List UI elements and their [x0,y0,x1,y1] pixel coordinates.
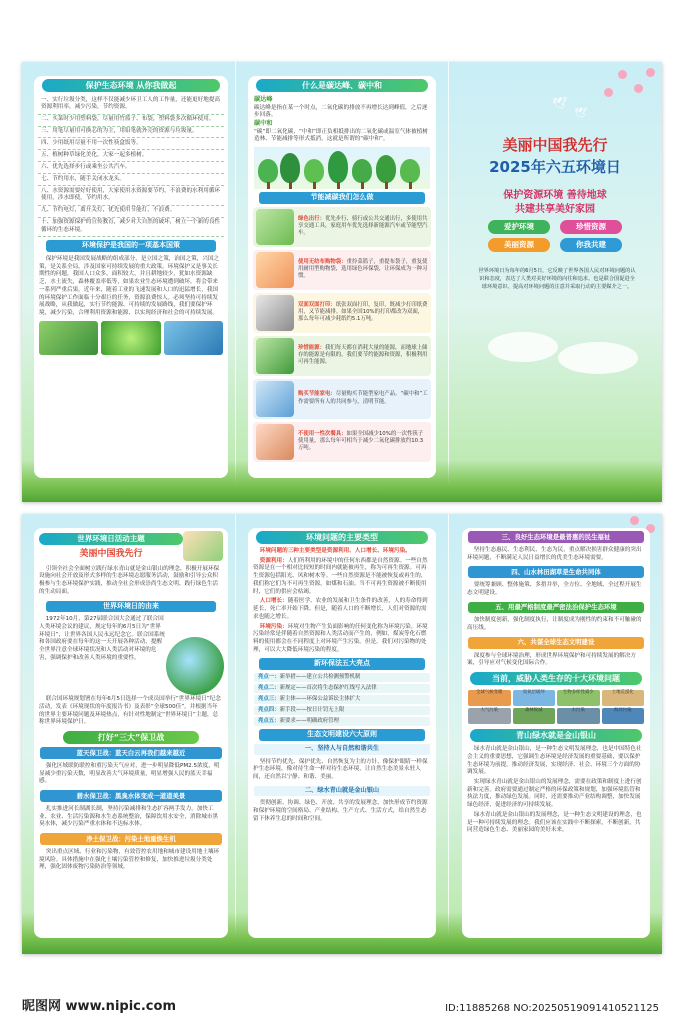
tag-pill: 美丽资源 [488,238,550,252]
threats-grid [462,688,650,726]
panel-title: 世界环境日活动主题 [39,533,183,545]
threat-label: 大气污染 [480,708,499,714]
battle-title: 打好“三大”保卫战 [63,731,199,744]
threat-tile [557,708,600,724]
principle-text: 坚持节约优先、保护优先、自然恢复为主的方针，像保护眼睛一样保护生态环境，像对待生命一样对待生态环境，让自然生态美景永驻人间，还自然以宁静、和谐、美丽。 [253,758,428,780]
fold-line [235,514,236,954]
clear-water-text: 扎实推进河长制湖长制，坚持污染减排和生态扩容两手发力，加快工业、农业、生活污染源和水生态系统整治，保障饮用水安全，消除城市黑臭水体，减少污染严重水体和不达标水体。 [39,806,219,828]
tip-key: 珍惜能源： [298,344,325,351]
tag-pill: 爱护环境 [488,220,550,234]
cloud-decoration [558,342,638,374]
list-item: 九、节约电灯，离开关灯，优先使用节能灯，不浪费。 [38,206,224,218]
principle-heading: 五、用最严格制度最严密法治保护生态环境 [468,602,644,614]
dove-icon: 🕊 [574,108,587,119]
principle-text: 贯彻创新、协调、绿色、开放、共享的发展理念，加快形成节约资源和保护环境的空间格局、产业结构、生产方式、生活方式，给自然生态留下休养生息的时间和空间。 [253,800,428,822]
list-item: 五、植树种草绿化美化，大家一起多植树。 [38,150,224,162]
tips-list [34,95,228,237]
cover-title: 美丽中国我先行 [502,136,608,154]
threat-label: 生物多样性减少 [562,690,594,696]
trees-illustration [254,147,430,189]
green-globe-photo [101,321,160,355]
tree-bulb-icon [256,338,294,374]
tip-text: 优先步行、骑行或公共交通出行，多使用共享交通工具，家庭用车优先选择新能源汽车或节能型汽车。 [298,215,428,237]
principle-heading: 一、坚持人与自然和谐共生 [254,744,430,755]
highlight-key: 亮点四： [258,706,280,713]
shopping-bag-icon [256,252,294,288]
cover-description: 世界环境日为每年的6月5日，它反映了世界各国人民对环境问题的认识和态度，表达了人类对美好环境的向往和追求。也是联合国促进全球环境意识、提高对环境问题的注意并采取行动的主要媒介之一。 [478,268,636,290]
problem-text: 随着医学、农业的发展和卫生条件的改善，人的寿命得到延长，死亡率开始下降。但是，随着人口的不断增长，人们对资源的需求也随之增长。 [253,598,428,620]
list-item: 三、用笔尽量用可换芯的为主，用铅笔就外壳的资源与垃圾量。 [38,127,224,139]
threat-tile [602,690,645,706]
tip-green-travel [253,207,431,247]
cover-panel [448,62,662,502]
cloud-decoration [488,332,558,362]
pure-land-text: 突出重点区域、行业和污染物，有效管控农用地和城市建设用地土壤环境风险。具体措施中在强化土壤污染管控和修复，加快推进垃圾分类处理，强化固体废物污染防治等领域。 [39,848,220,871]
problem-text: 人们所利用的环境中的任何东西都是自然资源。一些自然资源是在一个相对比较短的时间内就能被再生，称为可再生资源。可再生资源包括阳光、风和树木等。一些自然资源是不能被恢复或再生的，我们称它们为不可再生资源，如煤和石油。当不可再生资源被不断使用时，它们的供应会枯竭。 [253,557,428,595]
highlight-text: 新规定——首次将生态保护红线写入法律 [279,684,377,691]
bicycle-icon [256,209,294,245]
origin-block [34,615,228,695]
tip-key: 使用无纺布购物袋： [298,258,347,265]
principle-text: 坚持生态惠民、生态利民、生态为民，重点解决损害群众健康的突出环境问题，不断满足人民日益增长的优美生态环境需要。 [467,546,642,561]
tip-duplex-print [253,293,431,333]
section-heading: 生态文明建设六大原则 [259,729,424,741]
tip-key: 绿色出行： [298,215,325,222]
clear-water-heading: 碧水保卫战：黑臭水体变成一道道美景 [40,790,222,802]
brochure-outside-sheet [22,62,662,502]
watermark-id: ID:11885268 NO:20250519091410521125 [445,1003,659,1014]
blossom-decoration [646,68,655,77]
tip-text: 我们每天都在消耗大量的能源，而地球上储存的能源是有限的，我们要节约能源和资源，积极利用可再生能源。 [298,344,428,366]
children-planting-illustration [183,531,223,561]
highlight-item [254,706,430,715]
principle-heading: 三、良好生态环境是最普惠的民生福祉 [468,531,644,543]
principle-text: 加快制度创新，强化制度执行，让制度成为刚性的约束和不可触碰的高压线。 [467,617,642,632]
green-mountains-title: 青山绿水就是金山银山 [470,729,643,742]
theme-slogan: 美丽中国我先行 [79,549,143,560]
list-item: 六、优先选择步行或乘坐公共汽车。 [38,162,224,174]
tree-icon [400,159,420,183]
section-heading: 世界环境日的由来 [46,601,217,613]
threat-tile [468,708,511,724]
threat-tile [468,690,511,706]
origin-paragraph: 1972年10月，第27届联合国大会通过了联合国人类环境会议的建议，规定每年的6月5日为“世界环境日”，让世界各国人民永远纪念它。联合国系统和各国政府要在每年的这一天开展各种活动，提醒全世界注意全球环境状况和人类活动对环境的危害，强调保护和改善人类环境的重要性。 [39,616,165,661]
printer-icon [256,295,294,331]
tip-text: 尽量购买节能型家电产品。“碳中和”工作需要所有人的共同参与，清明节能。 [298,391,428,405]
threats-title: 当前，威胁人类生存的十大环境问题 [470,672,643,685]
panel-title: 什么是碳达峰、碳中和 [256,79,429,92]
threat-tile [513,690,556,706]
carbon-neutral-label: 碳中和 [254,120,273,128]
highlight-key: 亮点三： [258,695,280,702]
tag-pill: 珍惜资源 [560,220,622,234]
section-heading: 节能减碳我们怎么做 [259,192,424,204]
watermark-logo [22,995,176,1014]
section-heading: 环境保护是我国的一项基本国策 [46,240,217,252]
tree-icon [304,159,324,183]
tree-icon [258,159,278,183]
tree-icon [280,153,300,183]
threat-label: 土地荒漠化 [611,690,634,696]
panel-carbon-peak [248,76,436,478]
blossom-decoration [634,84,643,93]
highlight-text: 新主体——环保公益诉讼主体扩大 [279,695,361,702]
green-paragraph: 实现绿水青山就是金山银山的发展理念，需要在政策和制度上进行创新和完善。政府需要通过制定严格的环保政策和规划，加强环境监管和执法力度，推动绿色发展。同时，还需要推动产业结构调整，加快发展绿色经济，促进经济的可持续发展。 [467,779,642,809]
list-item: 七、节约用水，随手关闭水龙头。 [38,174,224,186]
blue-sky-text: 强化区域联防联控和重污染天气应对，进一步明显降低PM2.5浓度，明显减少重污染天数，明显改善大气环境质量，明显增强人民的蓝天幸福感。 [39,763,220,785]
panel-world-env-day [34,528,228,938]
problem-key: 资源利用： [259,557,288,564]
principle-heading: 二、绿水青山就是金山银山 [254,786,430,797]
highlight-key: 亮点一： [258,674,280,681]
highlight-text: 新要求——明确政府管理 [279,717,339,724]
carbon-peak-label: 碳达峰 [254,96,273,104]
threat-label: 臭氧层破坏 [522,690,545,696]
hands-seedling-photo [39,321,98,355]
photo-row [34,319,228,357]
threat-label: 水污染 [571,708,585,714]
tip-key: 购买节能家电： [298,391,336,398]
principle-heading: 四、山水林田湖草是生命共同体 [468,566,644,578]
threat-tile [513,708,556,724]
threat-label: 全球气候变暖 [476,690,503,696]
tip-text: 重拎菜篮子，重提布袋子，重复使用耐用型购物袋，选用绿色环保袋，让环保成为一种习惯。 [298,258,428,280]
watermark-url: www.nipic.com [65,999,176,1014]
list-item: 二、买菜时少用塑料袋，尽量用竹篮子、布袋，塑料袋多次循环使用。 [38,115,224,127]
green-paragraph: 绿水青山就是金山银山的发展理念，是一种生态文明建设的理念，也是一种可持续发展的理念。我们应该在实践中不断探索，不断创新，共同营造绿色生态、美丽家园的美好未来。 [467,811,642,834]
tip-shopping-bag [253,250,431,290]
list-item: 四、少用纸用尽量不用一次性筷盒饭等。 [38,138,224,150]
earth-globe-icon [166,637,224,695]
tree-icon [328,151,348,183]
tip-appliances [253,379,431,419]
list-item: 十、加强资源保护的宣传教育，减少对大自然的破坏，树立一个新的良性循环的生态环境。 [38,218,224,238]
tip-no-disposable [253,422,431,462]
highlight-key: 亮点二： [258,684,280,691]
panel-title: 环境问题的主要类型 [256,531,429,544]
cover-slogan-1: 保护资源环境 善待地球 [503,190,607,201]
list-item: 一、实行垃圾分类，这样不仅能减少环卫工人的工作量，还能更好地提高资源利用率，减少污染，节约资源。 [38,95,224,115]
highlight-text: 新举措——建立公共检测预警机制 [279,674,361,681]
fold-line [448,514,449,954]
dining-icon [256,424,294,460]
highlight-item [254,695,430,704]
tag-pill: 你我共建 [560,238,622,252]
blossom-decoration [604,88,613,97]
problems-lead: 环境问题的三种主要类型是资源利用、人口增长、环境污染。 [259,548,411,555]
blue-sky-heading: 蓝天保卫战：蓝天白云再我们越来越近 [40,747,222,759]
tip-text: 如果全国减少10%的一次性筷子使用量，那么每年可相当于减少二氧化碳排放约10.3万吨。 [298,430,424,452]
threat-tile [602,708,645,724]
policy-paragraph: 保护环境是我国发展战略的组成部分，是立国之策，治国之策，兴国之策，是关系全局，涉及国家可持续发展的重大政策。环境保护又是事关长期性的问题，我国人口众多，面积较大，并且耕地较少，犹如水资源缺乏，水土流失，森林覆盖率低等，如果农业生态环境遭到破坏，将会带来一系列严重后果。近年来，随着工业的飞速发展和人口的迅猛增长，我国的环境保护工作面临十分艰巨的任务，资源浪费惊人。必须坚持可持续发展战略，从我做起，实行节约能源、可持续的发展路线，我们要保护环境，减少污染，合理利用资源和能源，以实现经济和社会的可持续发展。 [39,255,220,316]
problem-key: 人口增长： [259,598,288,605]
tip-text: 纸张双面打印，复印，既减少打印纸费用，又节能减排。如果全国10%的打印都改为双面，那么每年可减少耗纸约5.1万吨。 [298,301,428,323]
highlight-item [254,673,430,682]
water-planet-photo [164,321,223,355]
threat-label: 海洋污染 [613,708,632,714]
brochure-inside-sheet [22,514,662,954]
threat-tile [557,690,600,706]
green-paragraph: 绿水青山就是金山银山，是一种生态文明发展理念，也是中国特色社会主义的重要思想，它强调生态环境是经济发展的重要基础，要以保护生态环境为前提，推动经济发展，实现经济、社会、环境三个方面的协调发展。 [467,746,642,776]
principle-text: 要统筹兼顾、整体施策、多措并举，全方位、全地域、全过程开展生态文明建设。 [467,582,642,596]
highlight-text: 新手段——按日计罚无上限 [279,706,345,713]
tip-key: 不使用一性次餐具： [298,430,347,437]
pure-land-heading: 净土保卫战：污染土地重焕生机 [40,833,222,845]
cover-slogan-2: 共建共享美好家园 [515,204,595,215]
theme-header [34,528,228,565]
cover-subtitle: 2025年六五环境日 [489,158,621,176]
tree-icon [376,155,396,183]
principle-heading: 六、共谋全球生态文明建设 [468,637,644,649]
theme-paragraph: 引领全社会全面树立践行绿水青山就是金山银山的理念，积极开展环保设施向社会开放及形式多样的生态环境志愿服务活动，鼓励和引导公众积极参与生态环境保护实践，推动全社会形成崇尚生态文明、践行绿色生活的生动局面。 [39,565,220,595]
appliance-icon [256,381,294,417]
panel-principles [462,528,650,938]
carbon-peak-text: 碳达峰是指在某一个时点，二氧化碳的排放不再增长达到峰值，之后逐步回落。 [254,104,428,119]
problem-text: 环境对生物产生负面影响的任何变化称为环境污染。环境污染经常是伴随着自然资源和人类活动而产生的，例如，煤炭等化石燃料的使用都会在不同程度上对环境产生污染。但是，我们对污染物的处理，可以大大降低环境污染的程度。 [253,623,428,653]
problem-key: 环境污染： [259,623,288,630]
blossom-decoration [618,70,627,79]
tree-icon [352,159,372,183]
panel-protect-environment [34,76,228,478]
tip-save-energy [253,336,431,376]
origin-paragraph-2: 联合国环境规划署在每年6月5日选择一个成员国举行“世界环境日”纪念活动，发表《环境现状的年度报告书》及表彰“全球500佳”，并根据当年的世界主要环境问题及环境热点，有针对性地制定“世界环境日”主题，总称世界环境保护日。 [39,696,221,726]
watermark-brand: 昵图网 [22,999,62,1014]
carbon-neutral-text: “碳”即二氧化碳，“中和”即正负相抵排出的二氧化碳或温室气体被植树造林、节能减排等形式抵消，这就是所谓的“碳中和”。 [254,128,428,143]
threat-label: 森林锐减 [524,708,543,714]
highlight-item [254,717,430,726]
blossom-decoration [630,516,639,525]
highlight-key: 亮点五： [258,717,280,724]
principle-text: 深度参与全球环境治理，形成世界环境保护和可持续发展的解决方案，引导应对气候变化国际合作。 [467,652,636,667]
list-item: 八、水资源需要好好使用，大家使用水资源要节约，不浪费的水利用循环使用，涉水即使，节约用水。 [38,186,224,206]
dove-icon: 🕊 [552,96,568,110]
section-heading: 新环保法五大亮点 [259,658,424,670]
panel-env-problems [248,528,436,938]
highlight-item [254,684,430,693]
carbon-definitions [248,95,436,145]
panel-title: 保护生态环境 从你我做起 [42,79,220,92]
fold-line [235,62,236,502]
tip-key: 双面双面打印： [298,301,336,308]
